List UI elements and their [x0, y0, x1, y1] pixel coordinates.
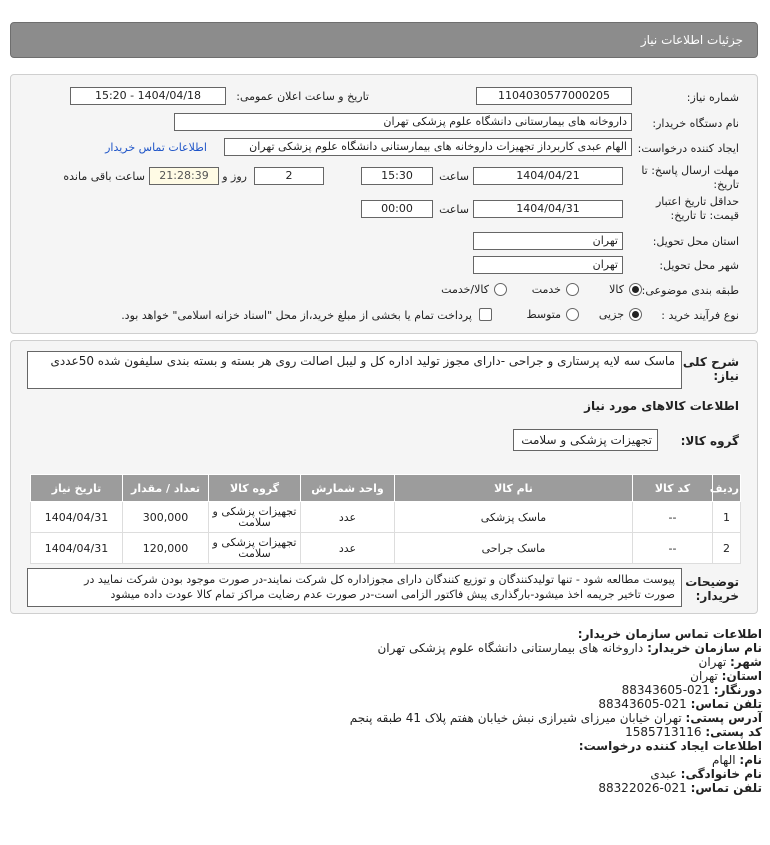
cell-code: -- [633, 533, 713, 564]
summary-label [683, 355, 739, 383]
contact-org [377, 641, 762, 655]
summary-label-line-2: نیاز: [713, 369, 739, 383]
contact-city [699, 655, 762, 669]
cell-date: 1404/04/31 [31, 502, 123, 533]
category-label: طبقه بندی موضوعی: [641, 284, 739, 297]
process-option-minor: جزیی [598, 308, 624, 321]
table-row[interactable] [31, 533, 741, 564]
notes-label-line-2: خریدار: [695, 589, 739, 603]
goods-group-field[interactable]: تجهیزات پزشکی و سلامت [513, 429, 658, 451]
need-number-field[interactable]: 1104030577000205 [476, 87, 632, 105]
creator-field[interactable]: الهام عبدی کاربرداز تجهیزات داروخانه های بیمارستانی دانشگاه علوم پزشکی تهران [224, 138, 632, 156]
need-info-panel [10, 74, 758, 334]
cell-row: 2 [713, 533, 741, 564]
deadline-time-field[interactable]: 15:30 [361, 167, 433, 185]
validity-label-line-2: قیمت: تا تاریخ: [670, 209, 739, 222]
treasury-payment-note: پرداخت تمام یا بخشی از مبلغ خرید،از محل "اسناد خزانه اسلامی" خواهد بود. [121, 309, 472, 322]
contact-province [690, 669, 762, 683]
notes-line-2: صورت تاخیر جریمه اخذ میشود-بارگذاری پیش فاکتور الزامی است-در صورت عدم رضایت مراکز تمام کالا عودت داده میشود [110, 588, 675, 601]
goods-section-title: اطلاعات کالاهای مورد نیاز [584, 399, 739, 413]
cell-qty: 300,000 [123, 502, 209, 533]
announce-label: تاریخ و ساعت اعلان عمومی: [236, 90, 369, 103]
cell-unit: عدد [301, 502, 395, 533]
category-radio-goods-service[interactable] [494, 283, 507, 296]
category-option-goods: کالا [609, 283, 624, 296]
contact-org-label: نام سازمان خریدار: [647, 641, 762, 655]
deadline-label [641, 164, 739, 192]
validity-time-field[interactable]: 00:00 [361, 200, 433, 218]
creator-first-name-label: نام: [739, 753, 762, 767]
contact-phone-label: تلفن تماس: [690, 697, 762, 711]
remaining-time-field: 21:28:39 [149, 167, 219, 185]
cell-unit: عدد [301, 533, 395, 564]
col-unit: واحد شمارش [301, 475, 395, 502]
validity-label [656, 195, 739, 223]
process-radio-minor[interactable] [629, 308, 642, 321]
page-header [10, 22, 758, 58]
process-radio-medium[interactable] [566, 308, 579, 321]
city-label: شهر محل تحویل: [659, 259, 739, 272]
category-option-goods-service: کالا/خدمت [441, 283, 489, 296]
contact-address-value: تهران خیابان میرزای شیرازی نبش خیابان هفتم پلاک 41 طبقه پنجم [349, 711, 682, 725]
announce-datetime-field[interactable]: 1404/04/18 - 15:20 [70, 87, 226, 105]
cell-name: ماسک پزشکی [395, 502, 633, 533]
validity-label-line-1: حداقل تاریخ اعتبار [655, 195, 739, 208]
col-group: گروه کالا [209, 475, 301, 502]
contact-city-label: شهر: [730, 655, 762, 669]
summary-text-box[interactable]: ماسک سه لایه پرستاری و جراحی -دارای مجوز تولید اداره کل و لیبل اصالت روی هر بسته و بسته بندی سلیفون شده 50عددی [27, 351, 682, 389]
notes-label-line-1: توضیحات [685, 575, 739, 589]
contact-fax-label: دورنگار: [713, 683, 762, 697]
buyer-org-field[interactable]: داروخانه های بیمارستانی دانشگاه علوم پزشکی تهران [174, 113, 632, 131]
cell-name: ماسک جراحی [395, 533, 633, 564]
notes-text-box[interactable] [27, 568, 682, 607]
contact-postal-value: 1585713116 [625, 725, 702, 739]
category-radio-goods[interactable] [629, 283, 642, 296]
contact-fax [622, 683, 762, 697]
cell-group: تجهیزات پزشکی و سلامت [209, 502, 301, 533]
contact-province-label: استان: [721, 669, 762, 683]
validity-date-field[interactable]: 1404/04/31 [473, 200, 623, 218]
process-option-medium: متوسط [526, 308, 561, 321]
contact-province-value: تهران [690, 669, 718, 683]
creator-last-name-label: نام خانوادگی: [680, 767, 762, 781]
notes-line-1: پیوست مطالعه شود - تنها تولیدکنندگان و توزیع کنندگان دارای مجوزاداره کل شرکت نمایند-در صورت موجود بودن شرکت نمایید در [84, 573, 675, 586]
contact-address [350, 711, 762, 725]
contact-postal-label: کد پستی: [705, 725, 762, 739]
creator-last-name-value: عبدی [650, 767, 677, 781]
days-remaining-field[interactable]: 2 [254, 167, 324, 185]
col-row: ردیف [713, 475, 741, 502]
creator-phone [598, 781, 762, 795]
category-radio-service[interactable] [566, 283, 579, 296]
col-name: نام کالا [395, 475, 633, 502]
creator-section-title: اطلاعات ایجاد کننده درخواست: [578, 739, 762, 753]
creator-label: ایجاد کننده درخواست: [637, 142, 739, 155]
buyer-contact-link[interactable]: اطلاعات تماس خریدار [105, 141, 207, 154]
deadline-label-line-1: مهلت ارسال پاسخ: تا [641, 164, 739, 177]
contact-fax-value: 021-88343605 [621, 683, 710, 697]
cell-code: -- [633, 502, 713, 533]
remaining-time-label: ساعت باقی مانده [63, 170, 145, 183]
contact-postal [625, 725, 762, 739]
col-code: کد کالا [633, 475, 713, 502]
cell-date: 1404/04/31 [31, 533, 123, 564]
deadline-label-line-2: تاریخ: [713, 178, 739, 191]
contact-address-label: آدرس پستی: [685, 711, 762, 725]
province-field[interactable]: تهران [473, 232, 623, 250]
summary-label-line-1: شرح کلی [682, 355, 739, 369]
creator-phone-value: 021-88322026 [598, 781, 687, 795]
process-label: نوع فرآیند خرید : [661, 309, 739, 322]
creator-phone-label: تلفن تماس: [690, 781, 762, 795]
contact-city-value: تهران [698, 655, 727, 669]
creator-first-name-value: الهام [711, 753, 736, 767]
creator-first-name [712, 753, 762, 767]
cell-row: 1 [713, 502, 741, 533]
creator-last-name [650, 767, 762, 781]
need-number-label: شماره نیاز: [686, 91, 739, 104]
days-label: روز و [222, 170, 247, 183]
category-option-service: خدمت [531, 283, 561, 296]
goods-table-header [31, 475, 741, 502]
contact-section-title: اطلاعات تماس سازمان خریدار: [577, 627, 762, 641]
province-label: استان محل تحویل: [652, 235, 739, 248]
cell-group: تجهیزات پزشکی و سلامت [209, 533, 301, 564]
cell-qty: 120,000 [123, 533, 209, 564]
col-qty: تعداد / مقدار [123, 475, 209, 502]
city-field[interactable]: تهران [473, 256, 623, 274]
page-title: جزئیات اطلاعات نیاز [640, 33, 743, 47]
treasury-payment-checkbox[interactable] [479, 308, 492, 321]
col-date: تاریخ نیاز [31, 475, 123, 502]
table-row[interactable] [31, 502, 741, 533]
contact-org-value: داروخانه های بیمارستانی دانشگاه علوم پزشکی تهران [377, 641, 644, 655]
validity-time-label: ساعت [439, 203, 469, 216]
deadline-time-label: ساعت [439, 170, 469, 183]
deadline-date-field[interactable]: 1404/04/21 [473, 167, 623, 185]
notes-label [685, 575, 739, 603]
contact-phone [598, 697, 762, 711]
goods-group-label: گروه کالا: [680, 434, 739, 448]
goods-table [30, 474, 741, 564]
buyer-org-label: نام دستگاه خریدار: [652, 117, 739, 130]
contact-phone-value: 021-88343605 [598, 697, 687, 711]
